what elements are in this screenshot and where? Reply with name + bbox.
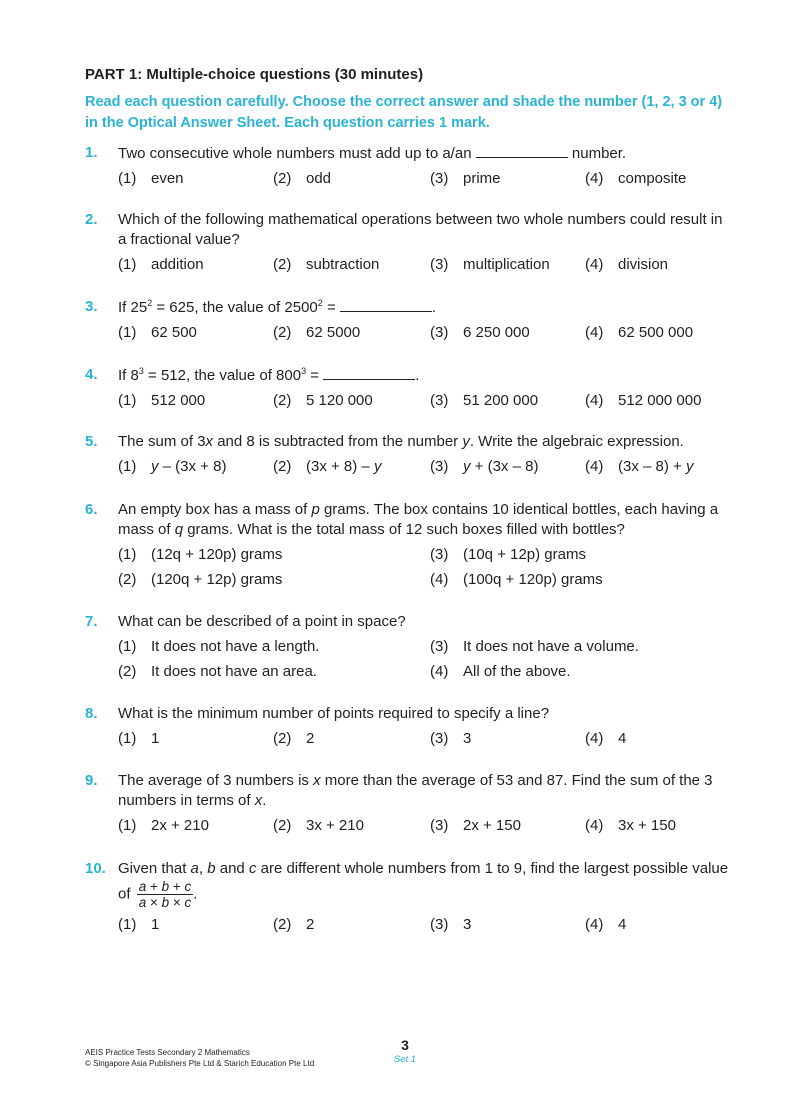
question-number: 8.: [85, 705, 98, 722]
instructions: Read each question carefully. Choose the correct answer and shade the number (1, 2, 3 or 4) in the Optical Answer Sheet. Each question carries 1 mark.: [85, 94, 723, 131]
option-3: (3) multiplication: [430, 256, 550, 273]
question-text: The average of 3 numbers is x more than the average of 53 and 87. Find the sum of the 3 numbers in terms of x.: [118, 772, 713, 809]
fraction: $\frac{a + b + c}{a \times b \times c}$: [138, 879, 192, 910]
option-4: (4) All of the above.: [430, 663, 571, 680]
footer-line-1: AEIS Practice Tests Secondary 2 Mathematics: [85, 1048, 250, 1057]
question-8: [85, 704, 730, 754]
question-4: [85, 365, 730, 416]
option-3: (3) It does not have a volume.: [430, 638, 639, 655]
question-2: [85, 210, 730, 280]
question-text: An empty box has a mass of p grams. The box contains 10 identical bottles, each having a mass of q grams. What is the total mass of 12 such boxes filled with bottles?: [118, 501, 719, 538]
option-4: (4) 62 500 000: [585, 324, 694, 341]
option-2: (2) (120q + 12p) grams: [118, 571, 283, 588]
option-4: (4) 4: [585, 916, 627, 933]
option-4: (4) division: [585, 256, 669, 273]
question-number: 1.: [85, 144, 98, 161]
question-text: What can be described of a point in space?: [118, 613, 406, 630]
option-1: (1) 512 000: [118, 392, 206, 409]
option-2: (2) 5 120 000: [273, 392, 373, 409]
option-1: (1) (12q + 120p) grams: [118, 546, 283, 563]
question-number: 7.: [85, 613, 98, 630]
option-3: (3) 3: [430, 916, 472, 933]
set-label: Set 1: [393, 1054, 417, 1065]
option-2: (2) 62 5000: [273, 324, 361, 341]
option-4: (4) 3x + 150: [585, 817, 676, 834]
option-3: (3) 51 200 000: [430, 392, 539, 409]
option-1: (1) addition: [118, 256, 204, 273]
question-5: [85, 432, 730, 482]
question-text: What is the minimum number of points required to specify a line?: [118, 705, 550, 722]
option-3: (3) (10q + 12p) grams: [430, 546, 586, 563]
option-1: (1) It does not have a length.: [118, 638, 320, 655]
question-9: [85, 771, 730, 841]
option-2: (2) 2: [273, 730, 315, 747]
option-4: (4) 512 000 000: [585, 392, 702, 409]
question-number: 10.: [85, 860, 106, 877]
question-text: If $8^3 = 512$, the value of $800^3$ = .: [118, 366, 420, 384]
question-3: [85, 297, 730, 348]
option-4: (4) (3x – 8) + y: [585, 458, 694, 475]
answer-blank: [340, 297, 432, 312]
option-2: (2) 2: [273, 916, 315, 933]
option-4: (4) composite: [585, 170, 687, 187]
part-title: PART 1: Multiple-choice questions (30 minutes): [85, 66, 424, 83]
question-text: If $25^2 = 625$, the value of $2500^2$ = .: [118, 298, 437, 316]
question-10: [85, 859, 730, 940]
question-6: [85, 500, 730, 595]
option-2: (2) 3x + 210: [273, 817, 364, 834]
option-3: (3) 6 250 000: [430, 324, 530, 341]
question-7: [85, 612, 730, 687]
footer-line-2: © Singapore Asia Publishers Pte Ltd & Starich Education Pte Ltd: [85, 1059, 315, 1068]
question-number: 6.: [85, 501, 98, 518]
option-4: (4) (100q + 120p) grams: [430, 571, 603, 588]
option-3: (3) y + (3x – 8): [430, 458, 539, 475]
question-text: Which of the following mathematical operations between two whole numbers could result in a fractional value?: [118, 211, 723, 248]
question-number: 3.: [85, 298, 98, 315]
option-2: (2) subtraction: [273, 256, 380, 273]
option-1: (1) y – (3x + 8): [118, 458, 227, 475]
option-1: (1) 1: [118, 730, 160, 747]
option-3: (3) prime: [430, 170, 501, 187]
question-1: [85, 143, 730, 194]
question-text: Given that a, b and c are different whole numbers from 1 to 9, find the largest possible value of $\frac{a + b + c}{a \times b \times c}$ .: [118, 860, 729, 910]
question-text: The sum of 3x and 8 is subtracted from the number y. Write the algebraic expression.: [118, 433, 684, 450]
question-number: 2.: [85, 211, 98, 228]
question-text: Two consecutive whole numbers must add up to a/an number.: [118, 145, 627, 162]
answer-blank: [323, 365, 415, 380]
option-4: (4) 4: [585, 730, 627, 747]
question-number: 9.: [85, 772, 98, 789]
option-2: (2) odd: [273, 170, 332, 187]
option-2: (2) It does not have an area.: [118, 663, 317, 680]
option-3: (3) 3: [430, 730, 472, 747]
footer-credits: [85, 1047, 314, 1069]
option-1: (1) 2x + 210: [118, 817, 209, 834]
page-number: 3: [401, 1037, 409, 1053]
option-1: (1) 62 500: [118, 324, 197, 341]
option-1: (1) even: [118, 170, 184, 187]
question-number: 4.: [85, 366, 98, 383]
option-2: (2) (3x + 8) – y: [273, 458, 382, 475]
question-number: 5.: [85, 433, 98, 450]
answer-blank: [476, 143, 568, 158]
option-3: (3) 2x + 150: [430, 817, 521, 834]
option-1: (1) 1: [118, 916, 160, 933]
